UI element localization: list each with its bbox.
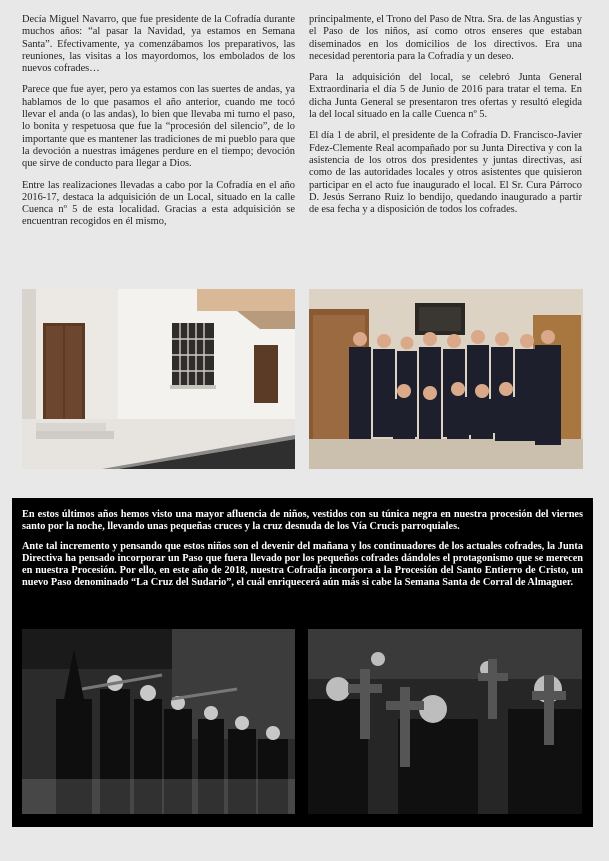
paragraph: En estos últimos años hemos visto una mayor afluencia de niños, vestidos con su túnica negra en nuestra procesión del viernes santo por la noche, llevando unas pequeñas cruces y la cruz desnuda de los Vía Crucis parroquiales. (22, 509, 583, 533)
paragraph: principalmente, el Trono del Paso de Ntra. Sra. de las Angustias y el Paso de los niños, así como otros enseres que estaban diseminados en los domicilios de los directivos. Era una necesidad perentoria para la Cofradía y un deseo. (309, 14, 583, 62)
left-text-column (22, 14, 295, 238)
group-portrait-photo (309, 289, 583, 469)
paragraph: Entre las realizaciones llevadas a cabo por la Cofradía en el año 2016-17, destaca la adquisición de un Local, situado en la calle Cuenca nº 5 de esta localidad. Gracias a esta adquisición se encuentran recogidos en él mismo, (22, 179, 295, 228)
children-procession-box (12, 498, 593, 827)
paragraph: El día 1 de abril, el presidente de la Cofradía D. Francisco-Javier Fdez-Clemente Real acompañado por su Junta Directiva y con la asistencia de los otros dos presidentes y juntas directivas, así como de las autoridades locales y otros asistentes que quisieron participar en el acto fue inaugurado el local. El Sr. Cura Párroco D. Jesús Serrano Ruiz lo bendijo, quedando inaugurado a partir de esa fecha y a disposición de todos los cofrades. (309, 130, 582, 216)
box-text (22, 509, 583, 598)
paragraph: Parece que fue ayer, pero ya estamos con las suertes de andas, ya hablamos de lo que pasamos el año anterior, cuando me tocó llevar el anda (o las andas), lo bien que llevaba mi turno el paso, lo bonita y respetuosa que fue la “procesión del silencio”, de lo importante que es mantener las tradiciones de mi pueblo para que la devoción a nuestras imágenes perdure en el tiempo; devoción que sirve de conducto para llegar a Dios. (22, 84, 295, 170)
procession-crosses-photo (308, 629, 582, 814)
right-text-column (309, 14, 582, 225)
paragraph: Para la adquisición del local, se celebró Junta General Extraordinaria el día 5 de Junio de 2016 para tratar el tema. En dicha Junta General se presentaron tres ofertas y resultó elegida la del local situado en la calle Cuenca nº 5. (309, 72, 582, 121)
building-facade-photo (22, 289, 295, 469)
procession-children-photo (22, 629, 295, 814)
paragraph: Decía Miguel Navarro, que fue presidente de la Cofradía durante muchos años: “al pasar la Navidad, ya estamos en Semana Santa”. Efectivamente, ya comenzábamos los preparativos, las reuniones, las visitas a los mayordomos, los embolados de los nuevos cofrades… (22, 14, 295, 75)
paragraph: Ante tal incremento y pensando que estos niños son el devenir del mañana y los continuadores de los actuales cofrades, la Junta Directiva ha pensado incorporar un Paso que fuera llevado por los pequeños cofrades dándoles el protagonismo que se merecen en nuestra Procesión. Por ello, en este año de 2018, nuestra Cofradía incorpora a la Procesión del Santo Entierro de Cristo, un nuevo Paso denominado “La Cruz del Sudario”, el cuál enriquecerá aún más si cabe la Semana Santa de Corral de Almaguer. (22, 541, 583, 589)
